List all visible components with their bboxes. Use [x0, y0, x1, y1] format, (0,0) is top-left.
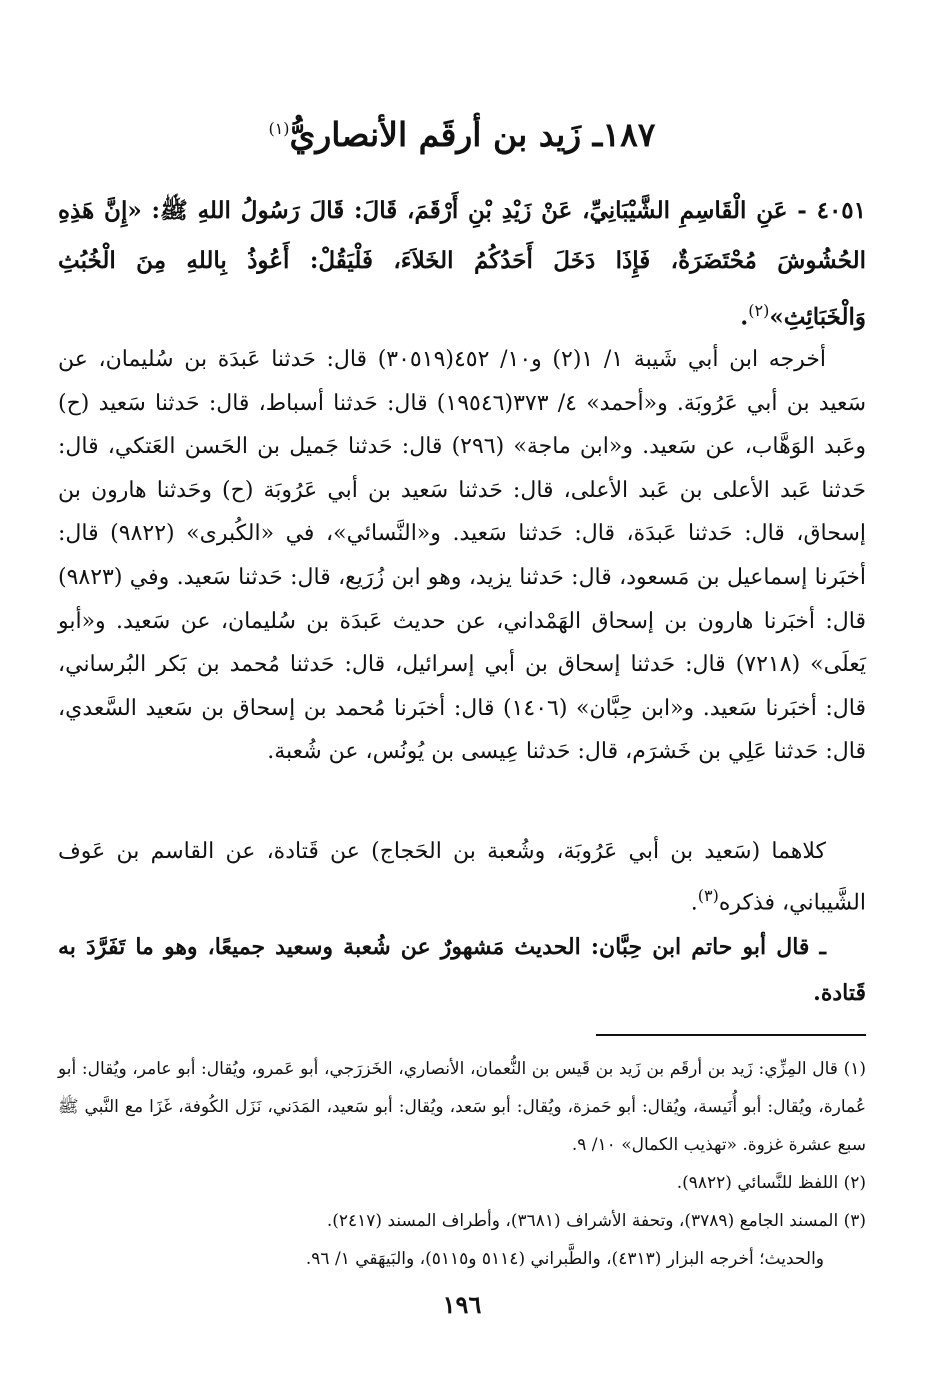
hadith-end: .	[740, 303, 749, 331]
page-number: ١٩٦	[442, 1290, 482, 1319]
both-end: .	[690, 890, 698, 916]
footnote-2	[58, 1164, 866, 1202]
footnote-ref-1[interactable]: (١)	[268, 119, 290, 138]
footnotes-section	[58, 1050, 866, 1278]
footnote-text: المسند الجامع (٣٧٨٩)، وتحفة الأشراف (٣٦٨١)، وأطراف المسند (٢٤١٧).	[326, 1211, 839, 1231]
chapter-title-text: ـ زَيد بن أرقَم الأنصاريُّ	[289, 115, 603, 154]
hadith-matn: «إِنَّ هَذِهِ الحُشُوشَ مُحْتَضَرَةٌ، فَإِذَا دَخَلَ أَحَدُكُمُ الخَلاَءَ، فَلْيَقُلْ: أَعُوذُ بِاللهِ مِنَ الْخُبُثِ وَالْخَبَائِثِ»	[58, 197, 866, 331]
footnote-3-continuation: والحديث؛ أخرجه البزار (٤٣١٣)، والطَّبراني (٥١١٤ و٥١١٥)، والبَيهَقي ١/ ٩٦.	[305, 1249, 824, 1269]
footnote-1	[58, 1050, 866, 1164]
hadith-isnad: - عَنِ الْقَاسِمِ الشَّيْبَانِيِّ، عَنْ زَيْدِ بْنِ أَرْقَمَ، قَالَ: قَالَ رَسُولُ اللهِ ﷺ:	[151, 197, 807, 224]
footnote-mark: (٢)	[843, 1173, 866, 1193]
chapter-title	[58, 105, 866, 159]
hadith-text	[58, 186, 866, 343]
footnote-ref-3[interactable]: (٣)	[697, 886, 719, 905]
chapter-number: ١٨٧	[602, 115, 656, 154]
footnote-divider	[596, 1034, 866, 1036]
hadith-number: ٤٠٥١	[816, 197, 867, 224]
footnote-text: اللفظ للنَّسائي (٩٨٢٢).	[676, 1173, 839, 1193]
footnote-mark: (١)	[843, 1059, 866, 1079]
takhrij-paragraph: أخرجه ابن أبي شَيبة ١/ ١(٢) و١٠/ ٤٥٢(٣٠٥١٩) قال: حَدثنا عَبدَة بن سُليمان، عن سَعيد بن أبي عَرُوبَة. و«أحمد» ٤/ ٣٧٣(١٩٥٤٦) قال: حَدثنا أسباط، قال: حَدثنا سَعيد (ح) وعَبد الوَهَّاب، عن سَعيد. و«ابن ماجة» (٢٩٦) قال: حَدثنا جَميل بن الحَسن العَتكي، قال: حَدثنا عَبد الأعلى بن عَبد الأعلى، قال: حَدثنا سَعيد بن أبي عَرُوبَة (ح) وحَدثنا هارون بن إسحاق، قال: حَدثنا عَبدَة، قال: حَدثنا سَعيد. و«النَّسائي»، في «الكُبرى» (٩٨٢٢) قال: أخبَرنا إسماعيل بن مَسعود، قال: حَدثنا يزيد، وهو ابن زُرَيع، قال: حَدثنا سَعيد. وفي (٩٨٢٣) قال: أخبَرنا هارون بن إسحاق الهَمْداني، عن حديث عَبدَة بن سُليمان، عن سَعيد. و«أبو يَعلَى» (٧٢١٨) قال: حَدثنا إسحاق بن أبي إسرائيل، قال: حَدثنا مُحمد بن بَكر البُرساني، قال: أخبَرنا سَعيد. و«ابن حِبَّان» (١٤٠٦) قال: أخبَرنا مُحمد بن إسحاق بن سَعيد السَّعدي، قال: حَدثنا عَلِي بن خَشرَم، قال: حَدثنا عِيسى بن يُونُس، عن شُعبة.	[58, 347, 867, 765]
both-text: كلاهما (سَعيد بن أبي عَرُوبَة، وشُعبة بن الحَجاج) عن قَتادة، عن القاسم بن عَوف الشَّيباني، فذكره	[58, 839, 866, 916]
book-page	[58, 0, 866, 1379]
footnote-3	[58, 1202, 866, 1240]
both-paragraph	[58, 830, 866, 925]
abu-hatim-paragraph: ـ قال أبو حاتم ابن حِبَّان: الحديث مَشهورٌ عن شُعبة وسعيد جميعًا، وهو ما تَفَرَّدَ به قَتادة.	[58, 934, 866, 1006]
footnote-mark: (٣)	[843, 1211, 866, 1231]
footnote-ref-2[interactable]: (٢)	[748, 301, 770, 320]
footnote-text: قال المِزِّي: زَيد بن أرقَم بن زَيد بن قَيس بن النُّعمان، الأنصاري، الخَزرَجي، أبو عَمرو، ويُقال: أبو عامر، ويُقال: أبو عُمارة، ويُقال: أبو أُنَيسة، ويُقال: أبو حَمزة، ويُقال: أبو سَعد، ويُقال: أبو سَعيد، المَدَني، نَزَل الكُوفة، غَزَا مع النَّبي ﷺ سبع عشرة غزوة. «تهذيب الكمال» ١٠/ ٩.	[58, 1059, 866, 1155]
